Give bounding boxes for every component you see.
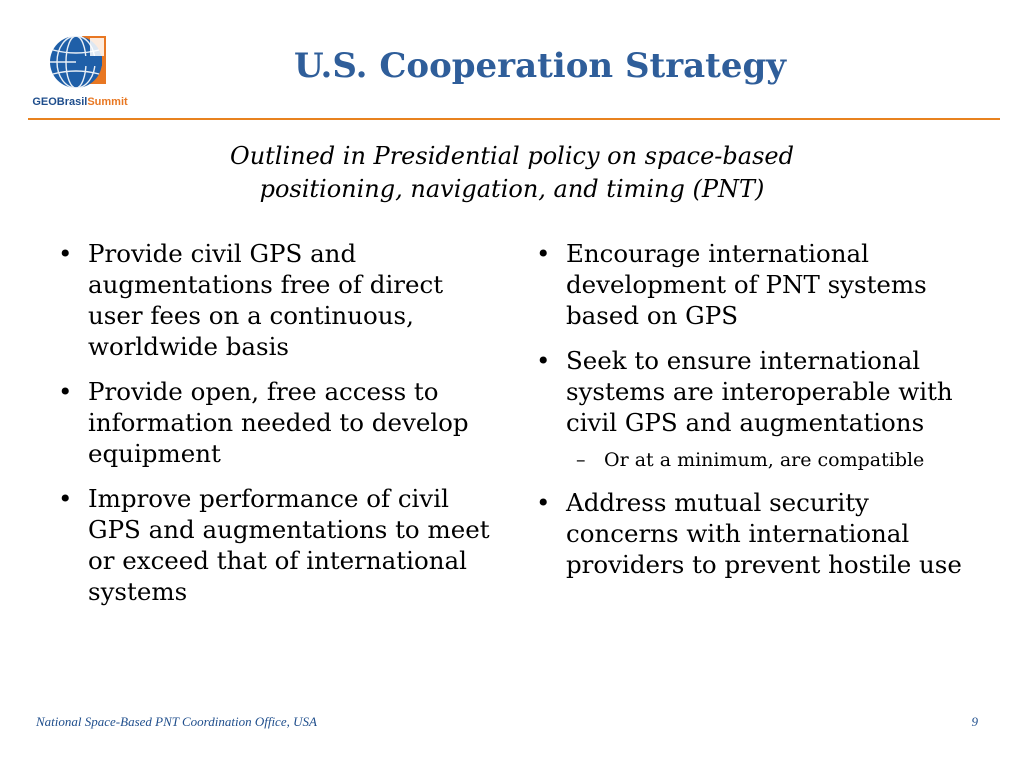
bullet-icon: • — [58, 377, 73, 406]
subtitle-line-2: positioning, navigation, and timing (PNT) — [259, 175, 765, 203]
subtitle-line-1: Outlined in Presidential policy on space-based — [230, 142, 794, 170]
bullet-icon: • — [58, 484, 73, 513]
sub-bullet-item — [576, 448, 976, 473]
geobrasil-summit-logo — [30, 32, 130, 108]
logo-text-geobrasil: GEOBrasil — [32, 96, 88, 108]
bullet-text: Seek to ensure international systems are interoperable with civil GPS and augmentations — [566, 346, 953, 437]
left-column — [58, 238, 498, 621]
bullet-text: Provide open, free access to information needed to develop equipment — [88, 377, 469, 468]
slide-subtitle — [100, 140, 924, 206]
bullet-item — [58, 238, 498, 362]
bullet-icon: • — [536, 346, 551, 375]
bullet-text: Improve performance of civil GPS and augmentations to meet or exceed that of international systems — [88, 484, 490, 606]
title-divider — [28, 118, 1000, 120]
slide-title: U.S. Cooperation Strategy — [293, 46, 787, 86]
bullet-text: Provide civil GPS and augmentations free of direct user fees on a continuous, worldwide basis — [88, 239, 444, 361]
bullet-item — [536, 487, 976, 580]
bullet-text: Encourage international development of PNT systems based on GPS — [566, 239, 927, 330]
footer-text: National Space-Based PNT Coordination Office, USA — [36, 714, 317, 729]
bullet-item — [536, 345, 976, 438]
right-column — [536, 238, 976, 594]
page-number: 9 — [971, 714, 978, 729]
dash-icon: – — [576, 449, 586, 471]
sub-bullet-text: Or at a minimum, are compatible — [604, 449, 925, 471]
bullet-icon: • — [58, 239, 73, 268]
logo-text-summit: Summit — [87, 96, 128, 108]
bullet-text: Address mutual security concerns with international providers to prevent hostile use — [566, 488, 962, 579]
bullet-icon: • — [536, 239, 551, 268]
globe-g-icon — [30, 32, 130, 94]
logo-text — [30, 96, 130, 108]
bullet-item — [536, 238, 976, 331]
bullet-item — [58, 483, 498, 607]
bullet-icon: • — [536, 488, 551, 517]
bullet-item — [58, 376, 498, 469]
